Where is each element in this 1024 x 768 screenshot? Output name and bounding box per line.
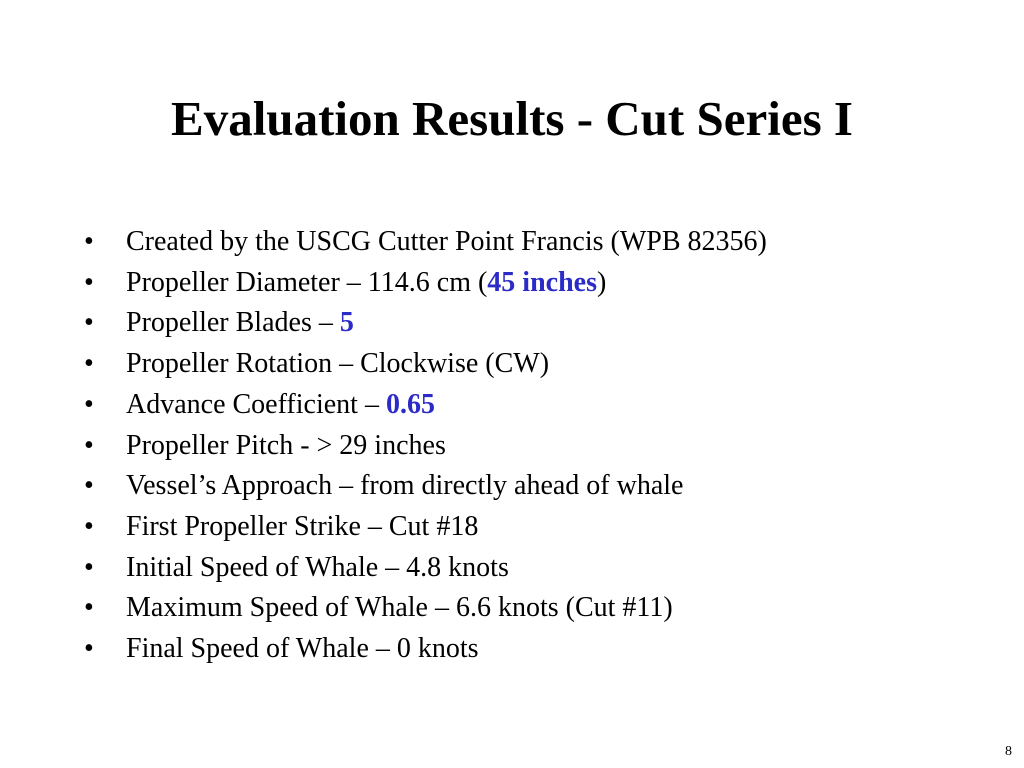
bullet-icon: • [84, 226, 94, 257]
bullet-item-created-by [84, 222, 984, 263]
bullet-item-initial-speed [84, 548, 984, 589]
bullet-text: Propeller Diameter – 114.6 cm ( [126, 266, 488, 298]
bullet-icon: • [84, 388, 94, 420]
bullet-text: Created by the USCG Cutter Point Francis (WPB 82356) [126, 226, 767, 257]
bullet-suffix: ) [596, 266, 607, 298]
bullet-icon: • [84, 470, 94, 502]
bullet-icon: • [84, 592, 94, 624]
bullet-text: Propeller Blades – [126, 307, 340, 339]
highlight-value: 0.65 [385, 388, 435, 420]
bullet-icon: • [84, 348, 94, 380]
slide-title: Evaluation Results - Cut Series I [171, 91, 853, 146]
bullet-text: Maximum Speed of Whale – 6.6 knots (Cut #11) [126, 592, 673, 624]
bullet-item-maximum-speed [84, 588, 984, 629]
page-number: 8 [1005, 744, 1012, 759]
highlight-value: 45 inches [487, 266, 597, 298]
bullet-text: Propeller Pitch - > 29 inches [126, 429, 446, 461]
bullet-icon: • [84, 429, 94, 461]
bullet-item-propeller-pitch [84, 426, 984, 467]
bullet-icon: • [84, 510, 94, 542]
highlight-value: 5 [339, 307, 354, 339]
bullet-text: Initial Speed of Whale – 4.8 knots [126, 551, 509, 583]
bullet-icon: • [84, 551, 94, 583]
bullet-text: Final Speed of Whale – 0 knots [126, 633, 479, 665]
bullet-item-propeller-rotation [84, 344, 984, 385]
bullet-item-propeller-diameter [84, 263, 984, 304]
bullet-text: Advance Coefficient – [126, 388, 386, 420]
bullet-item-final-speed [84, 629, 984, 670]
bullet-icon: • [84, 307, 94, 339]
bullet-item-first-strike [84, 507, 984, 548]
bullet-item-advance-coefficient [84, 385, 984, 426]
bullet-text: Propeller Rotation – Clockwise (CW) [126, 348, 550, 380]
bullet-list [84, 222, 984, 670]
bullet-item-propeller-blades [84, 303, 984, 344]
bullet-item-vessel-approach [84, 466, 984, 507]
bullet-text: First Propeller Strike – Cut #18 [126, 510, 479, 542]
bullet-text: Vessel’s Approach – from directly ahead of whale [126, 470, 684, 502]
bullet-icon: • [84, 633, 94, 665]
bullet-icon: • [84, 266, 94, 298]
